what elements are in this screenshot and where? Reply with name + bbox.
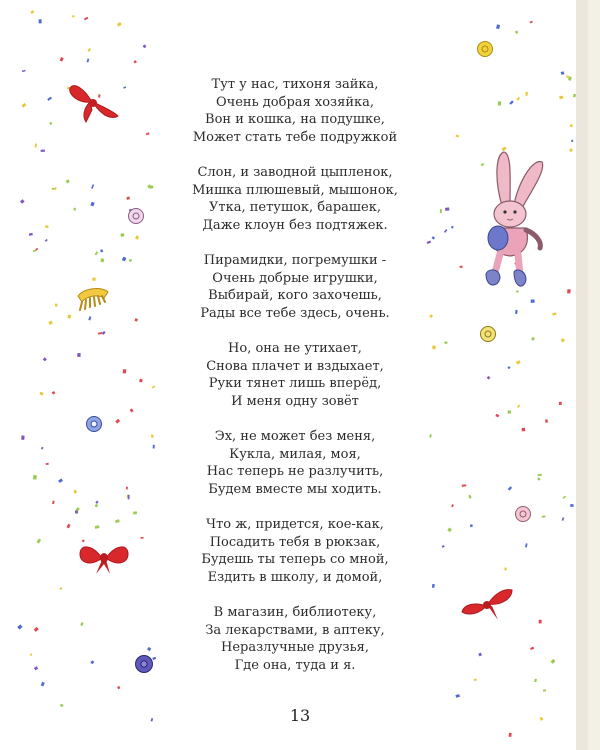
poem-line: Утка, петушок, барашек, xyxy=(209,200,381,215)
poem-stanza xyxy=(160,428,430,498)
confetti-icon xyxy=(88,316,91,320)
poem-line: Очень добрая хозяйка, xyxy=(215,94,374,110)
poem-line: Посадить тебя в рюкзак, xyxy=(209,534,381,550)
confetti-icon xyxy=(52,501,55,505)
confetti-icon xyxy=(134,60,137,63)
confetti-icon xyxy=(135,235,139,239)
confetti-icon xyxy=(55,304,58,307)
confetti-icon xyxy=(531,300,535,303)
confetti-icon xyxy=(141,537,144,539)
confetti-icon xyxy=(451,504,454,507)
poem-line: За лекарствами, в аптеку, xyxy=(205,622,385,638)
confetti-icon xyxy=(95,501,98,504)
button-icon xyxy=(85,415,103,433)
confetti-icon xyxy=(17,624,22,629)
confetti-icon xyxy=(67,524,71,529)
confetti-icon xyxy=(508,486,512,490)
confetti-icon xyxy=(498,101,501,105)
confetti-icon xyxy=(41,150,45,152)
confetti-icon xyxy=(58,479,63,483)
confetti-icon xyxy=(95,525,100,529)
poem-line: Вон и кошка, на подушке, xyxy=(205,112,385,127)
poem xyxy=(160,76,430,692)
confetti-icon xyxy=(559,402,562,405)
confetti-icon xyxy=(531,337,535,341)
confetti-icon xyxy=(530,647,534,650)
confetti-icon xyxy=(100,258,104,262)
confetti-icon xyxy=(33,250,36,253)
confetti-icon xyxy=(543,689,546,691)
confetti-icon xyxy=(67,315,71,319)
confetti-icon xyxy=(60,57,64,62)
poem-line: Может стать тебе подружкой xyxy=(192,129,398,145)
confetti-icon xyxy=(495,414,499,417)
confetti-icon xyxy=(22,70,26,72)
confetti-icon xyxy=(444,341,448,344)
confetti-icon xyxy=(52,391,56,395)
confetti-icon xyxy=(468,495,471,499)
poem-line: Очень добрые игрушки, xyxy=(212,270,378,286)
confetti-icon xyxy=(522,428,526,432)
confetti-icon xyxy=(39,19,42,23)
confetti-icon xyxy=(432,236,436,239)
confetti-icon xyxy=(91,184,94,189)
confetti-icon xyxy=(542,516,546,518)
button-icon xyxy=(476,40,494,58)
poem-line: Эх, не может без меня, xyxy=(214,429,376,444)
confetti-icon xyxy=(90,202,94,207)
button-icon xyxy=(127,207,145,225)
poem-stanza xyxy=(160,604,430,674)
poem-line: Будешь ты теперь со мной, xyxy=(201,552,389,567)
confetti-icon xyxy=(98,332,103,335)
confetti-icon xyxy=(130,408,134,412)
poem-line: Даже клоун без подтяжек. xyxy=(202,217,388,233)
confetti-icon xyxy=(517,405,520,408)
page-number: 13 xyxy=(289,706,311,725)
button-icon xyxy=(514,505,532,523)
poem-line: Рады все тебе здесь, очень. xyxy=(200,305,390,321)
confetti-icon xyxy=(525,543,528,547)
confetti-icon xyxy=(21,103,26,108)
confetti-icon xyxy=(48,321,52,325)
confetti-icon xyxy=(123,369,127,373)
poem-line: Снова плачет и вздыхает, xyxy=(206,358,384,374)
confetti-icon xyxy=(508,410,512,414)
confetti-icon xyxy=(545,419,548,423)
confetti-icon xyxy=(143,44,147,48)
confetti-icon xyxy=(84,17,88,21)
poem-line: Ездить в школу, и домой, xyxy=(207,569,383,585)
confetti-icon xyxy=(455,694,459,698)
confetti-icon xyxy=(496,24,500,29)
confetti-icon xyxy=(123,86,126,88)
confetti-icon xyxy=(515,310,517,314)
confetti-icon xyxy=(462,484,467,486)
confetti-icon xyxy=(561,71,565,75)
confetti-icon xyxy=(147,647,151,651)
confetti-icon xyxy=(525,92,528,96)
confetti-icon xyxy=(34,666,38,670)
red-bow-icon xyxy=(458,584,516,622)
confetti-icon xyxy=(515,30,518,34)
confetti-icon xyxy=(41,682,45,687)
confetti-icon xyxy=(566,75,569,78)
confetti-icon xyxy=(87,48,91,52)
confetti-icon xyxy=(117,686,120,689)
confetti-icon xyxy=(37,539,42,544)
confetti-icon xyxy=(135,318,138,321)
poem-stanza xyxy=(160,164,430,234)
confetti-icon xyxy=(432,346,435,350)
poem-line: Слон, и заводной цыпленок, xyxy=(197,165,393,180)
confetti-icon xyxy=(20,199,25,204)
confetti-icon xyxy=(40,392,44,396)
poem-line: Но, она не утихает, xyxy=(228,341,362,356)
confetti-icon xyxy=(45,239,48,242)
confetti-icon xyxy=(59,587,62,590)
confetti-icon xyxy=(571,140,573,142)
confetti-icon xyxy=(133,511,137,514)
confetti-icon xyxy=(49,122,52,125)
confetti-icon xyxy=(115,519,120,523)
confetti-icon xyxy=(447,528,452,533)
confetti-icon xyxy=(432,584,435,588)
confetti-icon xyxy=(516,360,521,364)
confetti-icon xyxy=(117,22,122,27)
confetti-icon xyxy=(54,187,57,190)
poem-line: Руки тянет лишь вперёд, xyxy=(208,376,382,391)
confetti-icon xyxy=(77,353,80,357)
confetti-icon xyxy=(509,733,512,737)
confetti-icon xyxy=(451,226,454,229)
confetti-icon xyxy=(153,445,155,449)
confetti-icon xyxy=(504,567,507,570)
confetti-icon xyxy=(478,653,482,657)
confetti-icon xyxy=(21,435,25,440)
confetti-icon xyxy=(516,97,520,101)
confetti-icon xyxy=(122,257,127,262)
confetti-icon xyxy=(43,357,47,361)
confetti-icon xyxy=(66,179,70,183)
confetti-icon xyxy=(442,545,445,548)
confetti-icon xyxy=(80,622,83,626)
confetti-icon xyxy=(152,386,156,389)
confetti-icon xyxy=(75,511,78,514)
poem-stanza xyxy=(160,516,430,586)
confetti-icon xyxy=(72,15,74,17)
confetti-icon xyxy=(569,148,573,152)
confetti-icon xyxy=(559,96,563,100)
confetti-icon xyxy=(563,496,567,499)
confetti-icon xyxy=(537,477,540,480)
button-icon xyxy=(479,325,497,343)
poem-line: Пирамидки, погремушки - xyxy=(203,253,387,268)
confetti-icon xyxy=(34,627,39,632)
confetti-icon xyxy=(29,233,33,236)
confetti-icon xyxy=(45,225,49,228)
confetti-icon xyxy=(440,209,442,213)
confetti-icon xyxy=(561,338,565,342)
confetti-icon xyxy=(539,620,542,624)
poem-line: Неразлучные друзья, xyxy=(220,640,369,655)
confetti-icon xyxy=(470,524,473,527)
confetti-icon xyxy=(151,435,154,438)
confetti-icon xyxy=(115,419,120,424)
confetti-icon xyxy=(573,94,576,98)
poem-line: В магазин, библиотеку, xyxy=(213,605,377,620)
button-icon xyxy=(134,654,154,674)
confetti-icon xyxy=(460,266,463,268)
confetti-icon xyxy=(509,100,513,104)
confetti-icon xyxy=(570,124,573,127)
confetti-icon xyxy=(74,490,77,493)
poem-line: И меня одну зовёт xyxy=(231,393,359,409)
confetti-icon xyxy=(139,379,143,383)
confetti-icon xyxy=(456,135,460,138)
poem-stanza xyxy=(160,76,430,146)
poem-line: Нас теперь не разлучить, xyxy=(206,464,384,479)
confetti-icon xyxy=(507,366,510,369)
confetti-icon xyxy=(567,289,571,293)
confetti-icon xyxy=(95,504,99,508)
poem-line: Будем вместе мы ходить. xyxy=(208,481,382,497)
confetti-icon xyxy=(537,474,542,477)
confetti-icon xyxy=(33,475,37,480)
confetti-icon xyxy=(35,143,37,147)
poem-line: Мишка плюшевый, мышонок, xyxy=(192,182,398,198)
confetti-icon xyxy=(530,21,533,24)
poem-line: Кукла, милая, моя, xyxy=(229,446,361,462)
confetti-icon xyxy=(126,197,130,200)
comb-icon xyxy=(74,284,112,314)
confetti-icon xyxy=(100,249,103,252)
confetti-icon xyxy=(562,517,564,521)
confetti-icon xyxy=(92,277,96,281)
confetti-icon xyxy=(30,653,33,656)
confetti-icon xyxy=(90,660,94,664)
confetti-icon xyxy=(120,233,124,237)
confetti-icon xyxy=(445,207,449,210)
poem-stanza xyxy=(160,340,430,410)
confetti-icon xyxy=(552,312,556,315)
poem-line: Выбирай, кого захочешь, xyxy=(208,288,382,303)
confetti-icon xyxy=(534,679,537,683)
poem-line: Тут у нас, тихоня зайка, xyxy=(211,77,379,92)
confetti-icon xyxy=(487,376,491,380)
confetti-icon xyxy=(128,495,130,499)
confetti-icon xyxy=(444,229,447,233)
confetti-icon xyxy=(551,659,556,664)
confetti-icon xyxy=(41,447,44,450)
confetti-icon xyxy=(129,259,132,262)
red-bow-icon xyxy=(66,80,122,124)
poem-line: Где она, туда и я. xyxy=(234,657,356,673)
confetti-icon xyxy=(570,504,573,507)
confetti-icon xyxy=(46,463,49,465)
red-bow-icon xyxy=(76,540,132,576)
poem-stanza xyxy=(160,252,430,322)
poem-line: Что ж, придется, кое-как, xyxy=(206,517,384,532)
bunny-toy-icon xyxy=(470,148,552,298)
confetti-icon xyxy=(47,97,52,101)
confetti-icon xyxy=(102,331,106,335)
confetti-icon xyxy=(87,59,90,63)
confetti-icon xyxy=(126,487,128,490)
confetti-icon xyxy=(474,679,477,681)
confetti-icon xyxy=(95,251,99,255)
confetti-icon xyxy=(30,10,34,14)
confetti-icon xyxy=(74,208,76,211)
confetti-icon xyxy=(146,132,150,135)
